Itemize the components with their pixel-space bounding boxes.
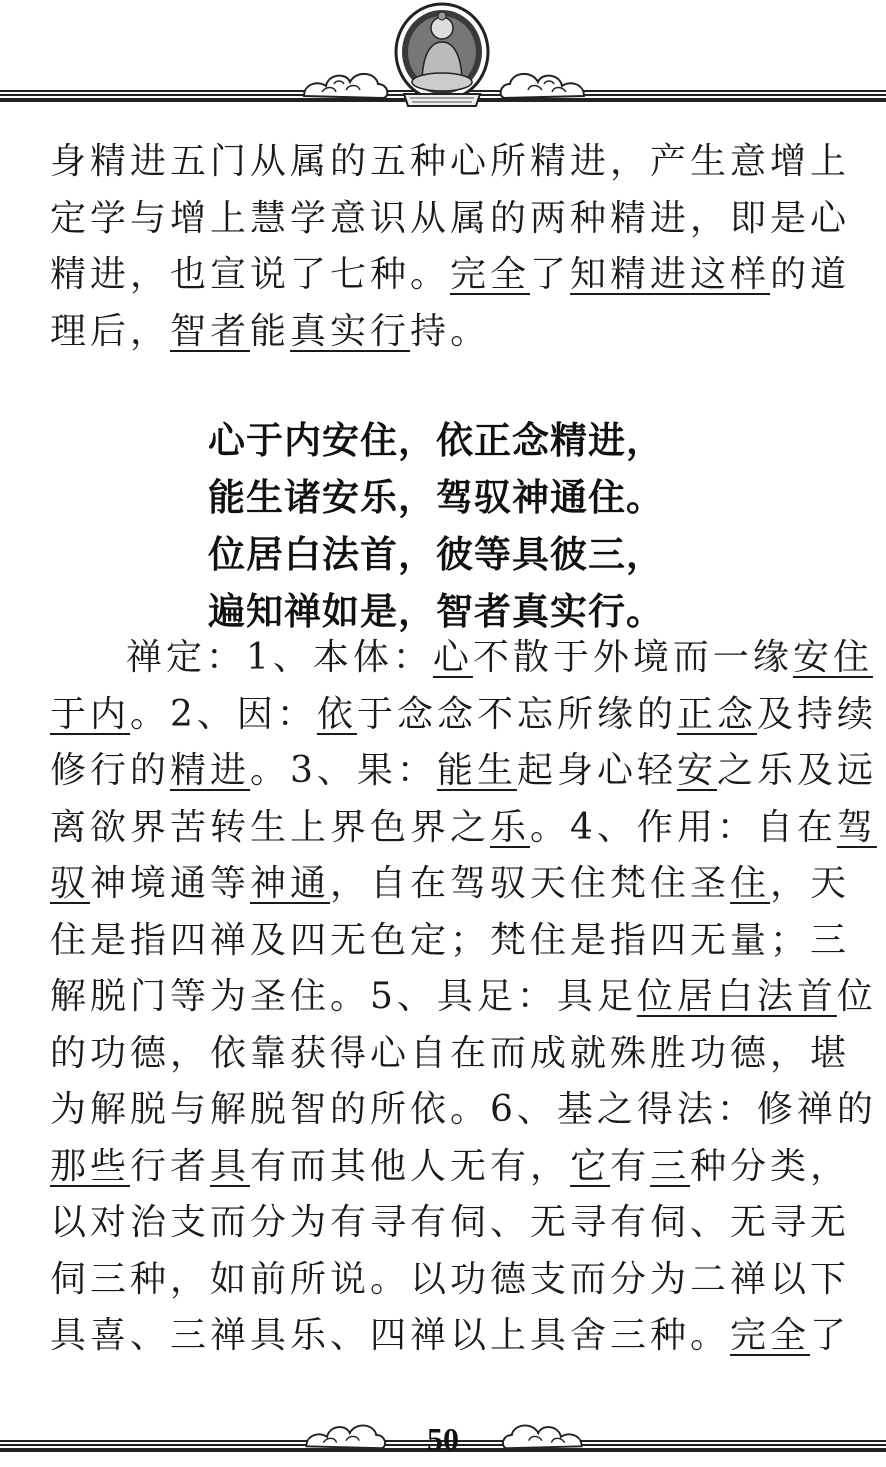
text-segment: 于念念不忘所缘的 bbox=[356, 693, 677, 735]
text-segment: 能 bbox=[250, 310, 291, 352]
text-line bbox=[50, 134, 851, 191]
cloud-scroll-icon bbox=[496, 66, 588, 102]
underlined-term: 它 bbox=[570, 1145, 611, 1187]
text-line bbox=[50, 743, 877, 800]
verse-line: 能生诸安乐，驾驭神通住。 bbox=[208, 476, 664, 519]
text-segment: 神境通等 bbox=[90, 863, 251, 904]
text-segment: 离欲界苦转生上界色界之 bbox=[50, 806, 491, 848]
text-segment: ，自在驾驭天住梵住圣 bbox=[330, 863, 731, 904]
underlined-term: 智者 bbox=[170, 310, 251, 352]
text-segment: 精进，也宣说了七种。 bbox=[50, 254, 451, 295]
text-segment: 不散于外境而一缘 bbox=[472, 637, 793, 678]
text-segment: 。4、作用：自在 bbox=[530, 806, 837, 848]
text-segment: 种分类， bbox=[690, 1145, 851, 1187]
underlined-term: 位居白法首 bbox=[636, 976, 837, 1017]
text-segment: 理后， bbox=[50, 310, 171, 352]
underlined-term: 安 bbox=[676, 750, 717, 791]
underlined-term: 能生 bbox=[436, 750, 517, 791]
text-line bbox=[50, 1082, 877, 1139]
text-segment: 伺三种，如前所说。以功德支而分为二禅以下 bbox=[50, 1258, 851, 1300]
underlined-term: 完全 bbox=[450, 254, 531, 295]
text-segment: 的功德，依靠获得心自在而成就殊胜功德，堪 bbox=[50, 1032, 851, 1074]
text-segment: 持。 bbox=[410, 310, 491, 352]
text-segment: 的道 bbox=[770, 254, 851, 295]
underlined-term: 知精进这样 bbox=[570, 254, 771, 295]
text-line bbox=[50, 687, 877, 744]
text-segment: 解脱门等为圣住。5、具足：具足 bbox=[50, 976, 637, 1017]
text-line bbox=[50, 630, 873, 687]
text-segment: 住是指四禅及四无色定；梵住是指四无量；三 bbox=[50, 919, 851, 961]
buddha-medallion-icon bbox=[392, 2, 492, 110]
verse-line: 位居白法首，彼等具彼三， bbox=[208, 533, 664, 576]
text-line bbox=[50, 969, 877, 1026]
text-segment: 身精进五门从属的五种心所精进，产生意增上 bbox=[50, 141, 851, 182]
text-segment: 了 bbox=[530, 254, 571, 295]
text-segment: 修行的 bbox=[50, 750, 171, 791]
underlined-term: 精进 bbox=[170, 750, 251, 791]
underlined-term: 依 bbox=[316, 693, 357, 735]
underlined-term: 具 bbox=[210, 1145, 251, 1187]
text-segment: 。2、因： bbox=[130, 693, 317, 735]
text-line bbox=[50, 1026, 851, 1083]
text-line bbox=[50, 191, 851, 248]
text-line bbox=[50, 800, 877, 857]
paragraph-1 bbox=[50, 134, 851, 360]
underlined-term: 完全 bbox=[730, 1315, 811, 1356]
text-segment: 行者 bbox=[130, 1145, 211, 1187]
underlined-term: 神通 bbox=[250, 863, 331, 904]
paragraph-2 bbox=[50, 630, 877, 1365]
text-segment: ，天 bbox=[770, 863, 851, 904]
text-segment: 有而其他人无有， bbox=[250, 1145, 571, 1187]
page-number: 50 bbox=[427, 1421, 459, 1457]
text-segment: 之乐及远 bbox=[716, 750, 877, 791]
underlined-term: 乐 bbox=[490, 806, 531, 848]
cloud-scroll-icon bbox=[300, 66, 392, 102]
underlined-term: 驭 bbox=[50, 863, 91, 904]
text-segment: 以对治支而分为有寻有伺、无寻有伺、无寻无 bbox=[50, 1202, 851, 1243]
text-line bbox=[50, 1308, 851, 1365]
text-line bbox=[50, 1252, 851, 1309]
text-segment: 位 bbox=[836, 976, 877, 1017]
verse-block bbox=[208, 412, 664, 640]
text-segment: 为解脱与解脱智的所依。6、基之得法：修禅的 bbox=[50, 1089, 877, 1130]
verse-line: 遍知禅如是，智者真实行。 bbox=[208, 590, 664, 633]
text-segment: 具喜、三禅具乐、四禅以上具舍三种。 bbox=[50, 1315, 731, 1356]
text-line bbox=[50, 1139, 851, 1196]
text-segment: 及持续 bbox=[756, 693, 877, 735]
underlined-term: 那些 bbox=[50, 1145, 131, 1187]
text-line bbox=[50, 304, 840, 361]
underlined-term: 安住 bbox=[792, 637, 873, 678]
text-segment: 起身心轻 bbox=[516, 750, 677, 791]
underlined-term: 住 bbox=[730, 863, 771, 904]
underlined-term: 正念 bbox=[676, 693, 757, 735]
text-segment: 定学与增上慧学意识从属的两种精进，即是心 bbox=[50, 197, 851, 239]
text-segment: 有 bbox=[610, 1145, 651, 1187]
text-line bbox=[50, 856, 851, 913]
text-line bbox=[50, 1195, 851, 1252]
verse-line: 心于内安住，依正念精进， bbox=[208, 419, 664, 462]
text-segment: 。3、果： bbox=[250, 750, 437, 791]
text-segment: 了 bbox=[810, 1315, 851, 1356]
underlined-term: 驾 bbox=[836, 806, 877, 848]
underlined-term: 心 bbox=[432, 637, 473, 678]
underlined-term: 三 bbox=[650, 1145, 691, 1187]
text-segment: 禅定：1、本体： bbox=[126, 637, 433, 678]
text-line bbox=[50, 247, 851, 304]
text-line bbox=[50, 913, 851, 970]
underlined-term: 真实行 bbox=[290, 310, 411, 352]
underlined-term: 于内 bbox=[50, 693, 131, 735]
